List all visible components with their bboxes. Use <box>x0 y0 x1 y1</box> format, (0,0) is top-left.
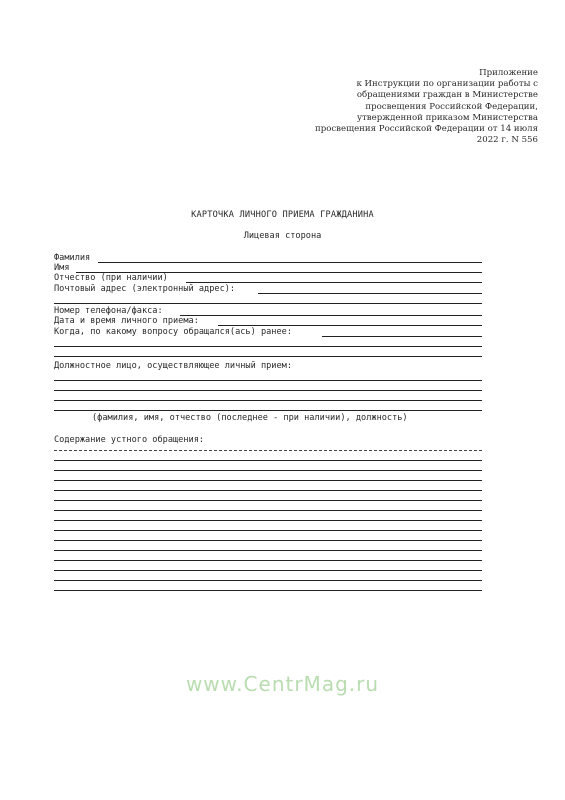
datetime-label: Дата и время личного приема: <box>54 316 199 326</box>
prior-label: Когда, по какому вопросу обращался(ась) ранее: <box>54 327 292 337</box>
appendix-line: просвещения Российской Федерации от 14 июля <box>314 124 538 135</box>
official-label: Должностное лицо, осуществляющее личный прием: <box>54 361 292 371</box>
appendix-line: Приложение <box>479 68 538 78</box>
name-label: Имя <box>54 263 70 273</box>
content-line[interactable] <box>54 470 482 471</box>
official-caption: (фамилия, имя, отчество (последнее - при наличии), должность) <box>92 413 408 423</box>
content-line[interactable] <box>54 480 482 481</box>
official-line-4[interactable] <box>54 410 482 411</box>
phone-line[interactable] <box>180 315 482 316</box>
prior-line-3[interactable] <box>54 356 482 357</box>
watermark: www.CentrMag.ru <box>185 672 380 696</box>
content-line[interactable] <box>54 540 482 541</box>
content-line[interactable] <box>54 500 482 501</box>
prior-line[interactable] <box>322 336 482 337</box>
content-dashed-line <box>54 450 482 451</box>
prior-line-2[interactable] <box>54 346 482 347</box>
phone-label: Номер телефона/факса: <box>54 306 163 316</box>
content-line[interactable] <box>54 510 482 511</box>
appendix-line: утвержденной приказом Министерства <box>356 112 538 123</box>
card-title: КАРТОЧКА ЛИЧНОГО ПРИЕМА ГРАЖДАНИНА <box>191 210 374 220</box>
patronymic-label: Отчество (при наличии) <box>54 273 168 283</box>
address-line-2[interactable] <box>54 303 482 304</box>
appendix-line: просвещения Российской Федерации, <box>365 101 538 112</box>
content-line[interactable] <box>54 490 482 491</box>
official-line-3[interactable] <box>54 400 482 401</box>
address-label: Почтовый адрес (электронный адрес): <box>54 284 236 294</box>
appendix-line: к Инструкции по организации работы с <box>356 79 538 90</box>
appendix-block <box>278 68 538 146</box>
surname-line[interactable] <box>98 262 482 263</box>
content-line[interactable] <box>54 460 482 461</box>
official-line-1[interactable] <box>54 380 482 381</box>
content-line[interactable] <box>54 530 482 531</box>
surname-label: Фамилия <box>54 253 91 263</box>
content-line[interactable] <box>54 560 482 561</box>
content-line[interactable] <box>54 570 482 571</box>
content-line[interactable] <box>54 550 482 551</box>
card-subtitle: Лицевая сторона <box>243 231 322 241</box>
address-line[interactable] <box>258 293 482 294</box>
content-line[interactable] <box>54 590 482 591</box>
official-line-2[interactable] <box>54 390 482 391</box>
datetime-line[interactable] <box>218 325 482 326</box>
appendix-line: 2022 г. N 556 <box>476 135 538 146</box>
content-line[interactable] <box>54 520 482 521</box>
content-line[interactable] <box>54 580 482 581</box>
patronymic-line[interactable] <box>186 282 482 283</box>
appendix-line: обращениями граждан в Министерстве <box>356 90 538 101</box>
content-label: Содержание устного обращения: <box>54 435 205 445</box>
